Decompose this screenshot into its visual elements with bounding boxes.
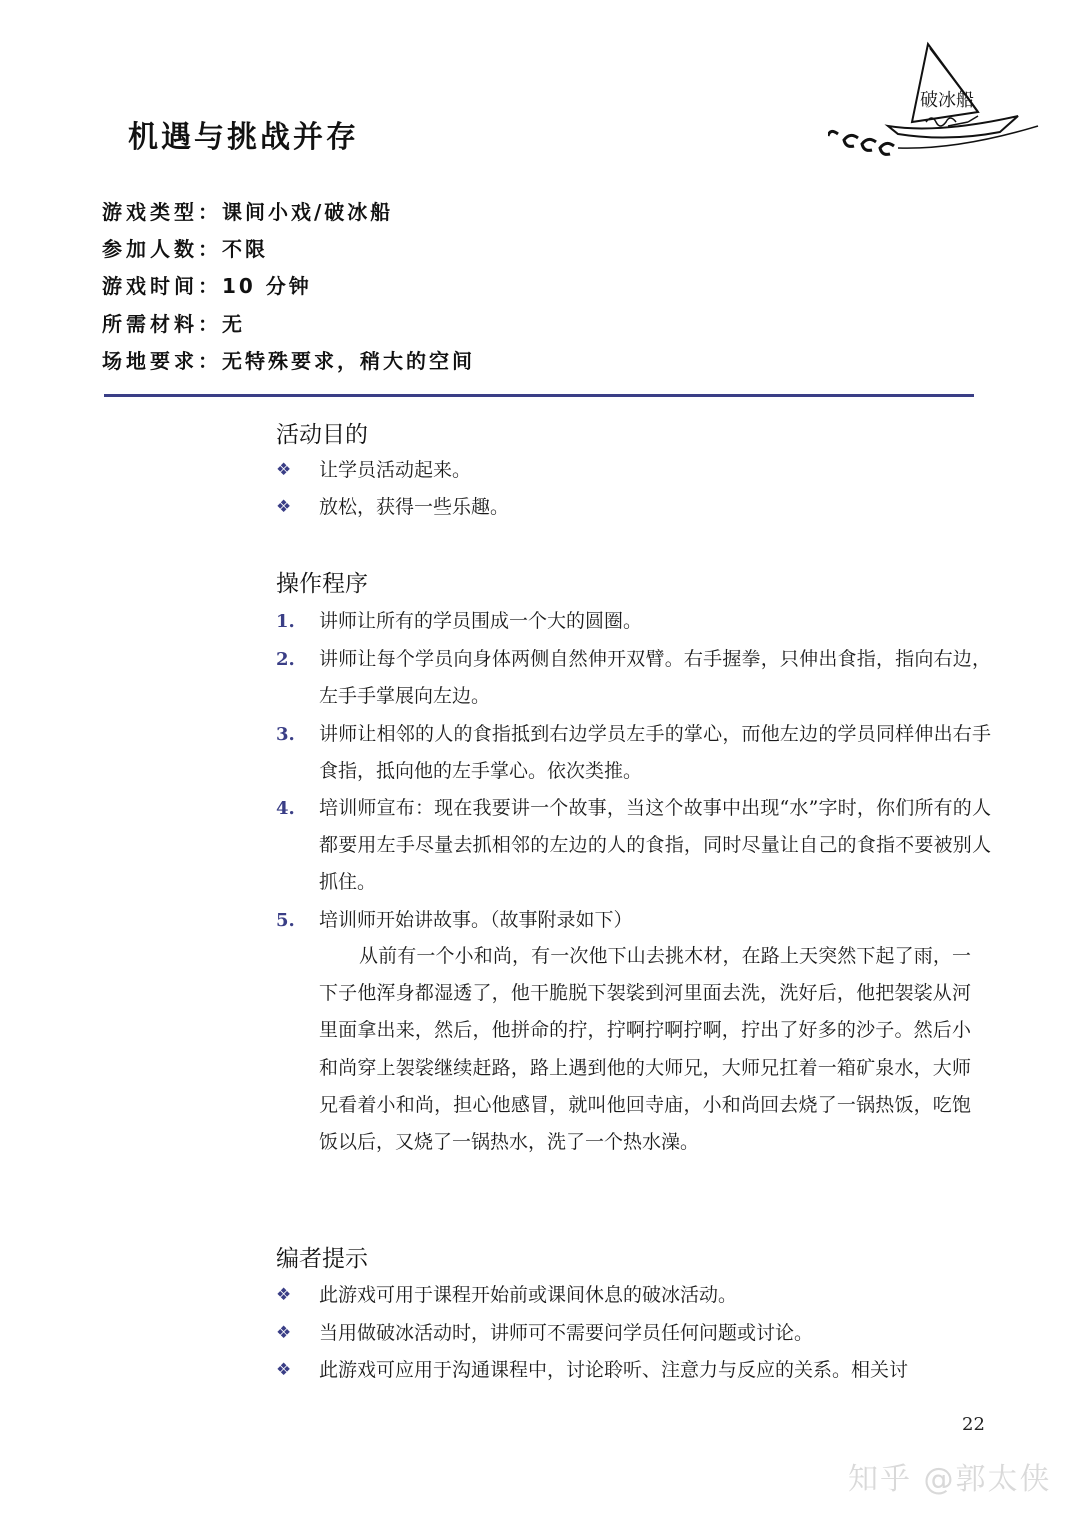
purpose-heading: 活动目的	[276, 422, 368, 448]
meta-value: 无	[222, 312, 245, 336]
page-number: 22	[962, 1414, 985, 1435]
step-number: 3.	[276, 724, 295, 745]
step-text: 讲师让每个学员向身体两侧自然伸开双臂。右手握拳，只伸出食指，指向右边，左手手掌展向左边。	[319, 648, 991, 707]
step-text: 讲师让相邻的人的食指抵到右边学员左手的掌心，而他左边的学员同样伸出右手食指，抵向他的左手掌心。依次类推。	[319, 723, 991, 782]
meta-value: 10 分钟	[222, 274, 312, 298]
meta-materials	[102, 308, 245, 337]
step-text: 培训师开始讲故事。（故事附录如下）	[319, 909, 633, 931]
procedure-heading: 操作程序	[276, 571, 368, 597]
meta-label: 游戏时间：	[102, 274, 222, 298]
meta-label: 游戏类型：	[102, 200, 222, 224]
list-item-text: 此游戏可用于课程开始前或课间休息的破冰活动。	[319, 1284, 738, 1306]
meta-participants	[102, 233, 268, 262]
step-text: 培训师宣布：现在我要讲一个故事，当这个故事中出现“水”字时，你们所有的人都要用左手尽量去抓相邻的左边的人的食指，同时尽量让自己的食指不要被别人抓住。	[319, 797, 991, 893]
watermark: 知乎 @郭太侠	[848, 1462, 1052, 1497]
notes-heading: 编者提示	[276, 1246, 368, 1272]
meta-label: 所需材料：	[102, 312, 222, 336]
section-divider	[104, 394, 974, 397]
meta-duration	[102, 270, 312, 299]
diamond-bullet-icon: ❖	[276, 497, 292, 517]
meta-label: 场地要求：	[102, 349, 222, 373]
diamond-bullet-icon: ❖	[276, 1360, 292, 1380]
step-number: 1.	[276, 611, 295, 632]
meta-game-type	[102, 196, 393, 225]
meta-venue	[102, 345, 475, 374]
meta-label: 参加人数：	[102, 237, 222, 261]
diamond-bullet-icon: ❖	[276, 460, 292, 480]
step-number: 5.	[276, 910, 295, 931]
logo-label: 破冰船	[920, 90, 974, 111]
list-item-text: 此游戏可应用于沟通课程中，讨论聆听、注意力与反应的关系。相关讨	[319, 1359, 909, 1381]
step-text: 讲师让所有的学员围成一个大的圆圈。	[319, 610, 643, 632]
step-number: 4.	[276, 798, 295, 819]
step-number: 2.	[276, 649, 295, 670]
meta-value: 不限	[222, 237, 268, 261]
story-paragraph: 从前有一个小和尚，有一次他下山去挑木材，在路上天突然下起了雨，一下子他浑身都湿透了，他干脆脱下袈裟到河里面去洗，洗好后，他把袈裟从河里面拿出来，然后，他拼命的拧，拧啊拧啊拧啊，拧出了好多的沙子。然后小和尚穿上袈裟继续赶路，路上遇到他的大师兄，大师兄扛着一箱矿泉水，大师兄看着小和尚，担心他感冒，就叫他回寺庙，小和尚回去烧了一锅热饭，吃饱饭以后，又烧了一锅热水，洗了一个热水澡。	[319, 945, 971, 1154]
diamond-bullet-icon: ❖	[276, 1323, 292, 1343]
list-item-text: 让学员活动起来。	[319, 459, 472, 481]
list-item-text: 当用做破冰活动时，讲师可不需要问学员任何问题或讨论。	[319, 1322, 814, 1344]
icebreaker-boat-logo	[828, 38, 1040, 162]
page-title: 机遇与挑战并存	[128, 120, 359, 155]
list-item-text: 放松，获得一些乐趣。	[319, 496, 510, 518]
meta-value: 无特殊要求，稍大的空间	[222, 349, 475, 373]
diamond-bullet-icon: ❖	[276, 1285, 292, 1305]
meta-value: 课间小戏/破冰船	[222, 200, 394, 224]
